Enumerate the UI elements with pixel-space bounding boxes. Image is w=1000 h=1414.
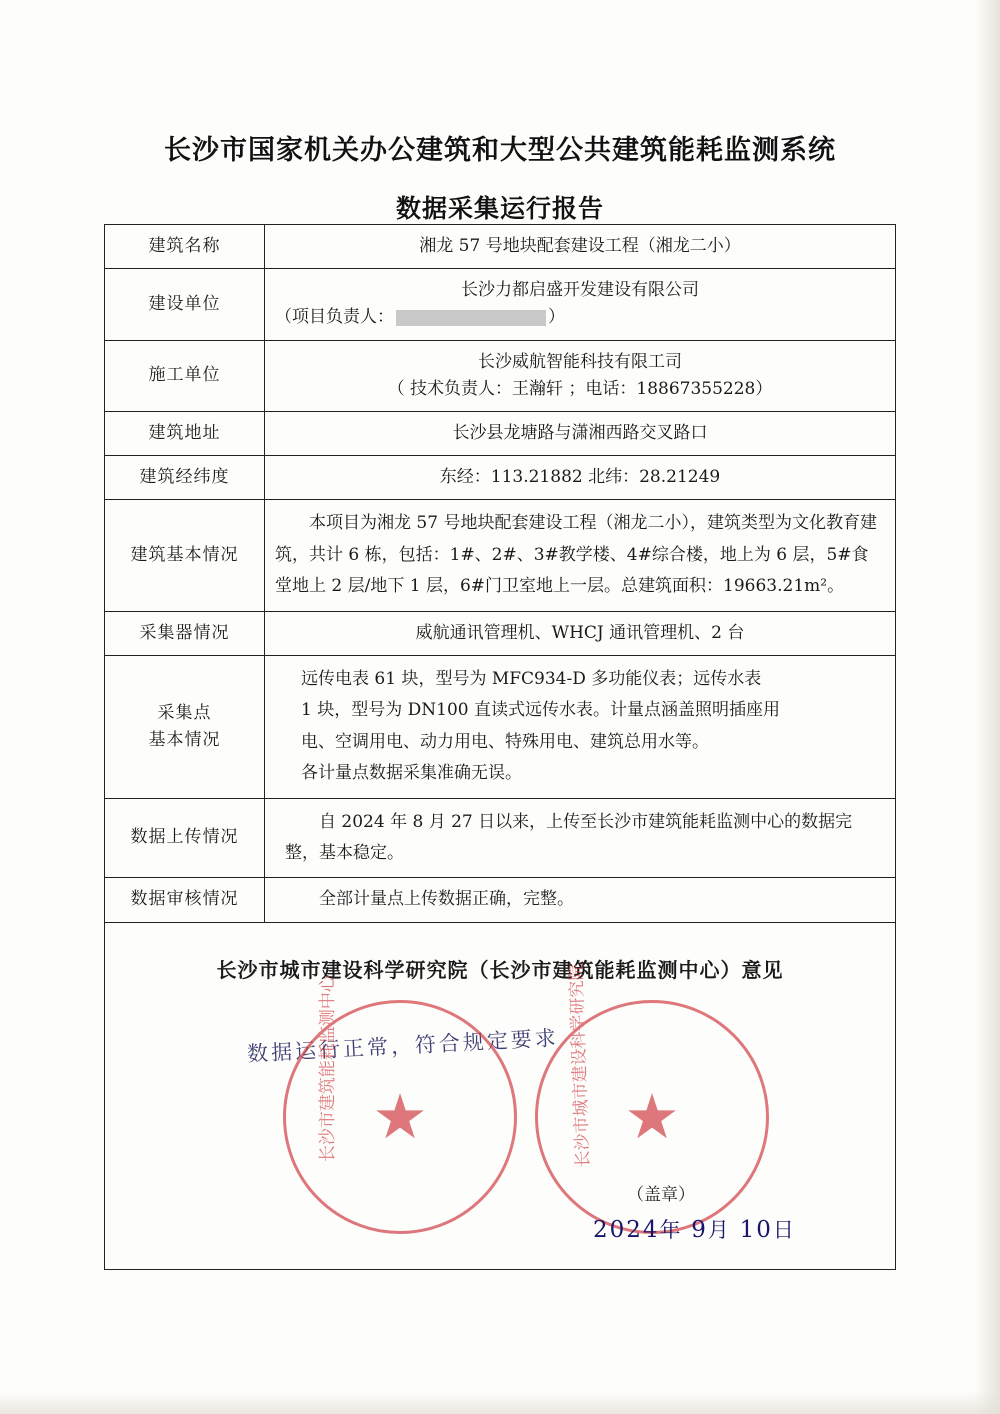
- row-value-collection-points: [265, 655, 896, 798]
- collection-points-line1: 远传电表 61 块，型号为 MFC934-D 多功能仪表；远传水表: [301, 668, 762, 689]
- row-value-audit-status: 全部计量点上传数据正确，完整。: [265, 878, 896, 922]
- page-subtitle: 数据采集运行报告: [395, 194, 604, 223]
- row-value-construction-unit: [265, 269, 896, 340]
- date-day-unit: 日: [772, 1217, 796, 1242]
- star-icon: ★: [624, 1079, 680, 1153]
- collection-points-label-line1: 采集点: [157, 702, 212, 723]
- date-year: 2024: [593, 1216, 660, 1243]
- report-table: [104, 224, 896, 1270]
- opinion-cell: [105, 922, 896, 1269]
- table-row: [105, 878, 896, 922]
- row-label-building-overview: 建筑基本情况: [105, 500, 265, 611]
- row-label-collector: 采集器情况: [105, 611, 265, 655]
- table-row: [105, 411, 896, 455]
- collection-points-line2: 1 块，型号为 DN100 直读式远传水表。计量点涵盖照明插座用: [301, 700, 780, 721]
- date-month-unit: 月: [707, 1217, 731, 1242]
- row-value-contractor-unit: [265, 340, 896, 411]
- date-day: 10: [739, 1216, 773, 1243]
- date-year-unit: 年: [659, 1217, 683, 1242]
- row-value-upload-status: 自 2024 年 8 月 27 日以来，上传至长沙市建筑能耗监测中心的数据完整，基本稳定。: [265, 798, 896, 878]
- construction-unit-name: 长沙力都启盛开发建设有限公司: [461, 280, 699, 301]
- star-icon: ★: [372, 1079, 428, 1153]
- row-label-construction-unit: 建设单位: [105, 269, 265, 340]
- table-row: [105, 340, 896, 411]
- table-row: [105, 798, 896, 878]
- redaction-bar: [396, 310, 546, 326]
- contractor-unit-contact: （ 技术负责人：王瀚轩 ；电话：18867355228）: [387, 378, 773, 399]
- document-title-block: [0, 128, 1000, 225]
- row-label-collection-points: [105, 655, 265, 798]
- date-month: 9: [691, 1216, 708, 1243]
- row-label-upload-status: 数据上传情况: [105, 798, 265, 878]
- scan-edge-shadow-bottom: [0, 1392, 1000, 1414]
- row-label-address: 建筑地址: [105, 411, 265, 455]
- row-label-building-name: 建筑名称: [105, 225, 265, 269]
- table-row-opinion: [105, 922, 896, 1269]
- row-label-contractor-unit: 施工单位: [105, 340, 265, 411]
- signature-date: [593, 1212, 796, 1249]
- table-row: [105, 500, 896, 611]
- row-value-collector: 威航通讯管理机、WHCJ 通讯管理机、2 台: [265, 611, 896, 655]
- seal-left-text: 长沙市建筑能耗监测中心: [318, 974, 339, 1162]
- row-value-building-overview: 本项目为湘龙 57 号地块配套建设工程（湘龙二小），建筑类型为文化教育建筑，共计 6 栋，包括：1#、2#、3#教学楼、4#综合楼，地上为 6 层，5#食堂地上 2 层/地下 1 层，6#门卫室地上一层。总建筑面积：19663.21m²。: [265, 500, 896, 611]
- table-row: [105, 611, 896, 655]
- collection-points-label-line2: 基本情况: [148, 729, 221, 750]
- manager-paren-close: ）: [548, 307, 565, 328]
- seal-right-text: 长沙市城市建设科学研究院: [566, 962, 594, 1168]
- opinion-title: 长沙市城市建设科学研究院（长沙市建筑能耗监测中心）意见: [216, 957, 784, 982]
- table-row: [105, 456, 896, 500]
- collection-points-line4: 各计量点数据采集准确无误。: [301, 763, 522, 784]
- manager-label: （项目负责人：: [275, 307, 394, 328]
- seal-caption: （盖章）: [627, 1184, 695, 1205]
- table-row: [105, 655, 896, 798]
- handwritten-opinion-note: 数据运行正常，符合规定要求: [246, 1025, 560, 1066]
- row-value-building-name: 湘龙 57 号地块配套建设工程（湘龙二小）: [265, 225, 896, 269]
- contractor-unit-name: 长沙威航智能科技有限工司: [478, 351, 682, 372]
- row-label-audit-status: 数据审核情况: [105, 878, 265, 922]
- construction-unit-manager-line: [275, 304, 885, 331]
- row-label-coordinates: 建筑经纬度: [105, 456, 265, 500]
- table-row: [105, 269, 896, 340]
- collection-points-line3: 电、空调用电、动力用电、特殊用电、建筑总用水等。: [301, 731, 709, 752]
- table-row: [105, 225, 896, 269]
- row-value-coordinates: 东经：113.21882 北纬：28.21249: [265, 456, 896, 500]
- row-value-address: 长沙县龙塘路与潇湘西路交叉路口: [265, 411, 896, 455]
- official-seal-left: [283, 974, 517, 1234]
- page-title: 长沙市国家机关办公建筑和大型公共建筑能耗监测系统: [164, 135, 836, 166]
